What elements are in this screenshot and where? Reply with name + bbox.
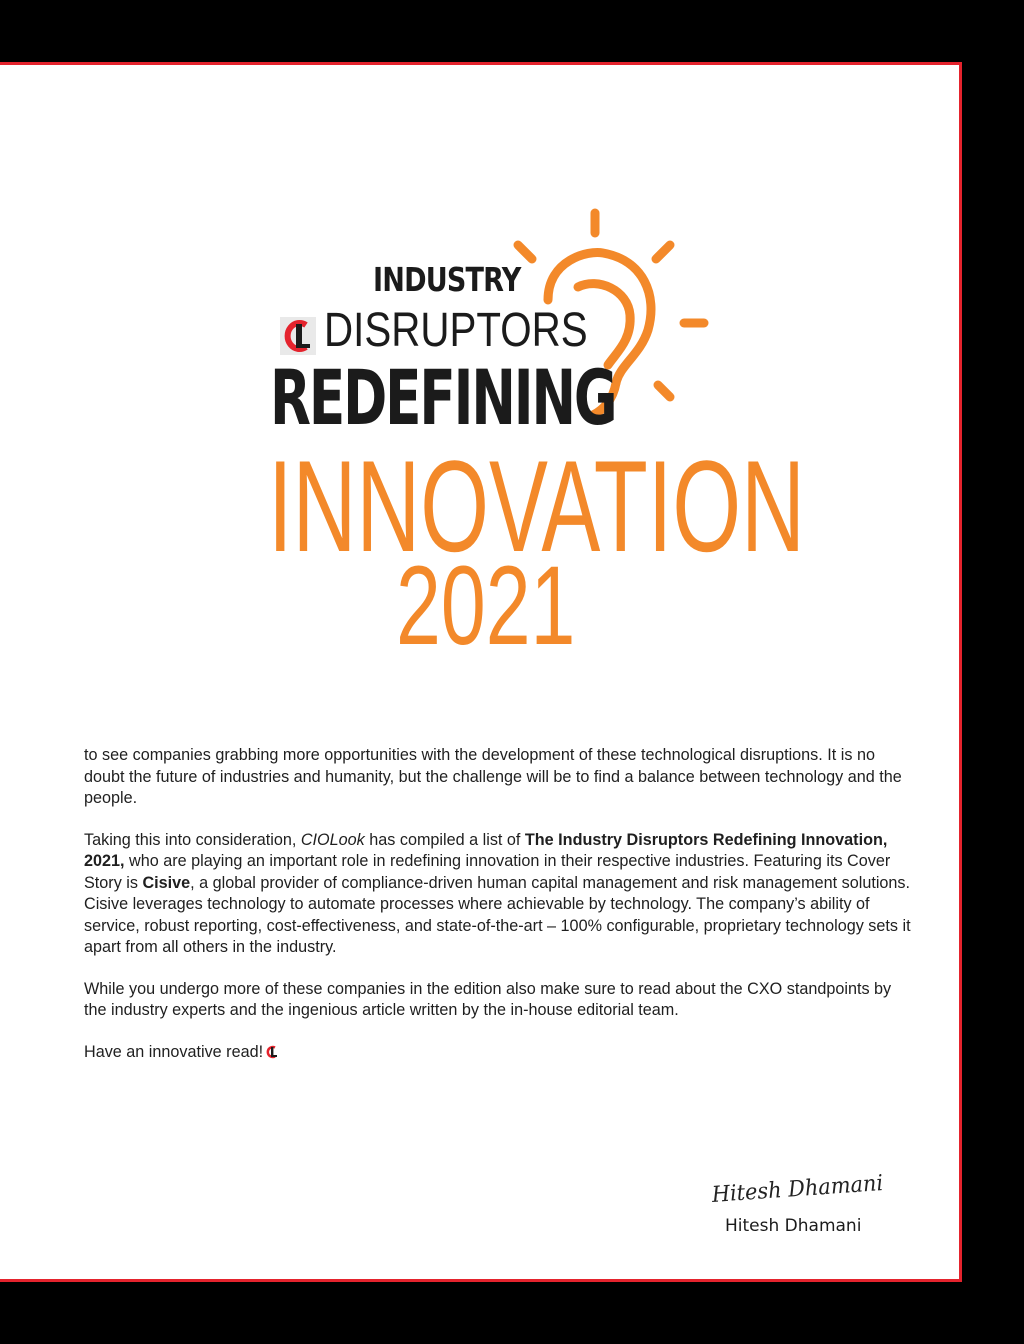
cl-logo-icon [280, 317, 316, 355]
paragraph-4 [84, 1042, 914, 1064]
paragraph-1: to see companies grabbing more opportunities with the development of these technological disruptions. It is no doubt the future of industries and humanity, but the challenge will be to find a balance between technology and the people. [84, 746, 902, 807]
logo-industry: INDUSTRY [373, 260, 521, 299]
list-title: The Industry Disruptors Redefining Innovation, 2021, [84, 830, 888, 870]
p2-text-c: who are playing an important role in redefining innovation in their respective industries. Featuring its Cover Story is [84, 852, 891, 892]
brand-name: CIOLook [300, 830, 365, 849]
issue-logo [268, 205, 805, 668]
closing-line: Have an innovative read! [84, 1042, 264, 1061]
paragraph-3: While you undergo more of these companies in the edition also make sure to read about the CXO standpoints by the industry experts and the ingenious article written by the in-house editorial team. [84, 979, 892, 1019]
signature-script: Hitesh Dhamani [711, 1171, 884, 1208]
logo-disruptors: DISRUPTORS [324, 304, 588, 357]
p2-text-b: has compiled a list of [364, 830, 525, 849]
logo-redefining: REDEFINING [270, 353, 616, 442]
p2-text-d: , a global provider of compliance-driven human capital management and risk management solutions. Cisive leverages technology to automate processes where achievable by technology. The company’s ability of service, robust reporting, cost-effectiveness, and state-of-the-art – 100% configurable, proprietary technology sets it apart from all others in the industry. [84, 873, 911, 956]
p2-text-a: Taking this into consideration, [84, 830, 301, 849]
logo-year: 2021 [396, 543, 576, 668]
signature-name: Hitesh Dhamani [725, 1216, 862, 1236]
editor-signature [705, 1171, 905, 1236]
logo-innovation: INNOVATION [268, 433, 805, 579]
page-sheet [0, 62, 962, 1282]
cl-end-mark-icon [265, 1045, 279, 1059]
cover-company: Cisive [142, 873, 191, 892]
editorial-body [84, 745, 914, 1083]
paragraph-2 [84, 830, 914, 959]
